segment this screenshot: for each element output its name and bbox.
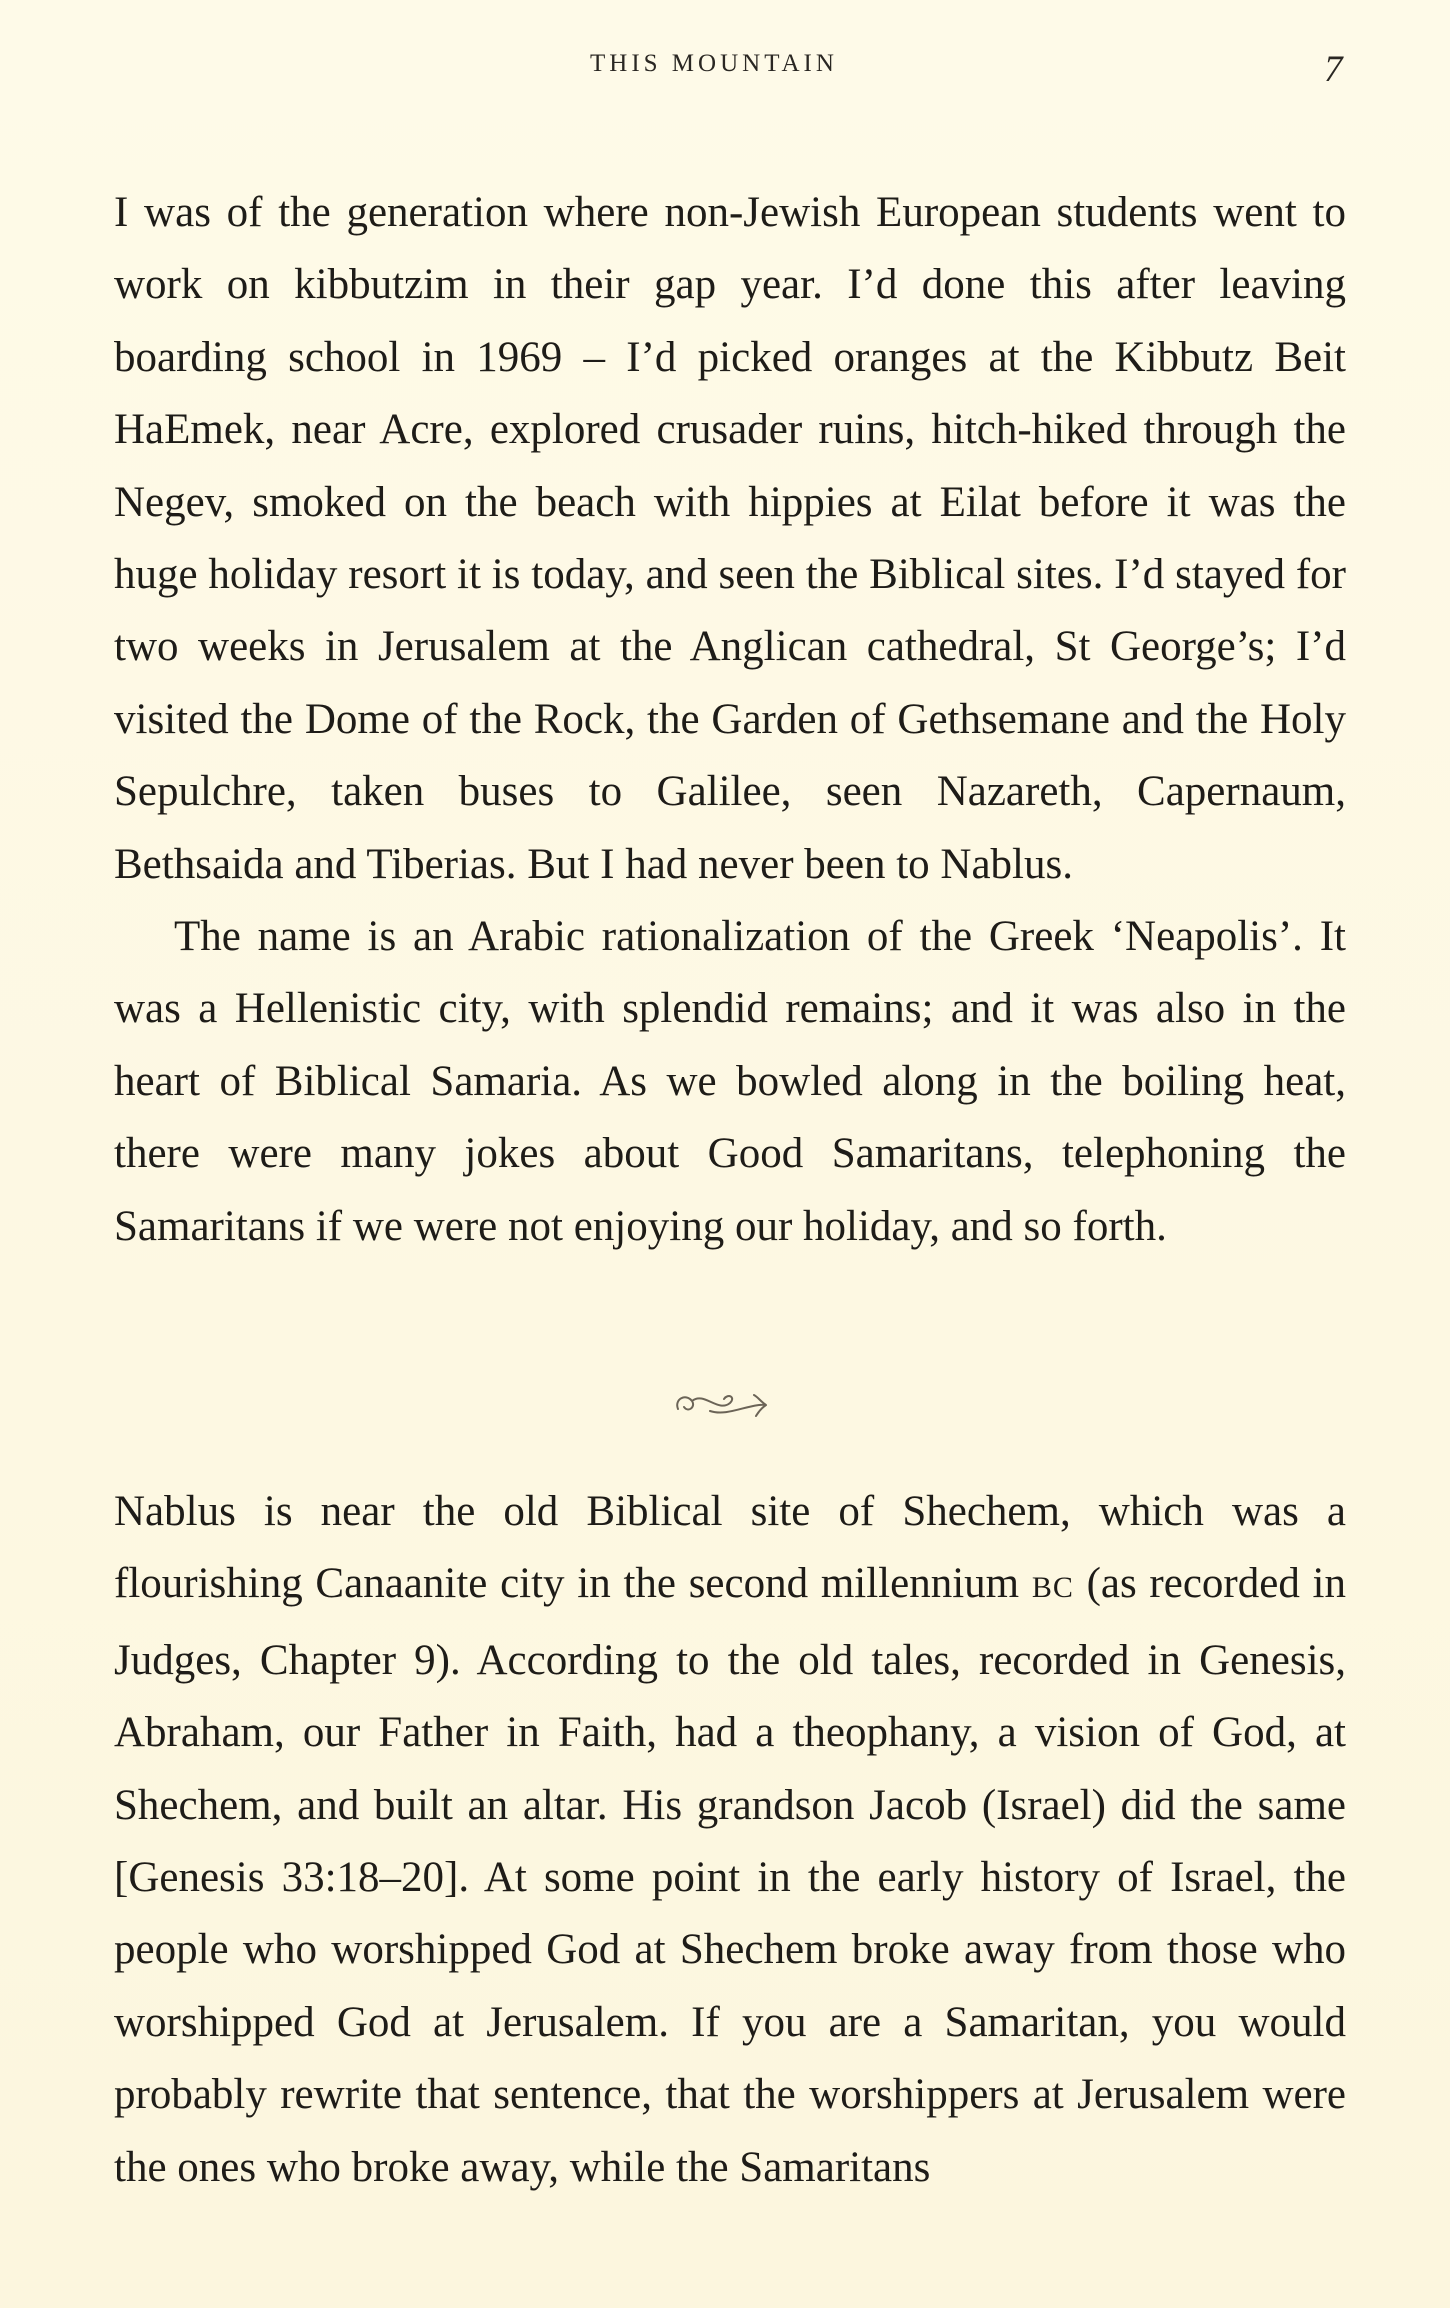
- paragraph-neapolis: The name is an Arabic rationalization of the Greek ‘Neapolis’. It was a Hellenistic city, with splendid remains; and it was also in the heart of Biblical Samaria. As we bowled along in the boiling heat, there were many jokes about Good Samaritans, telephoning the Samaritans if we were not enjoying our holiday, and so forth.: [114, 913, 1346, 1250]
- paragraph-shechem-end: (as recorded in Judges, Chapter 9). According to the old tales, recorded in Genesis, Abraham, our Father in Faith, had a theophany, a vision of God, at Shechem, and built an altar. His grandson Jacob (Israel) did the same [Genesis 33:18–20]. At some point in the early history of Israel, the people who worshipped God at Shechem broke away from those who worshipped God at Jerusalem. If you are a Samaritan, you would probably rewrite that sentence, that the worshippers at Jerusalem were the ones who broke away, while the Samaritans: [114, 1560, 1346, 2191]
- fleuron-icon: [670, 1383, 780, 1423]
- paragraph-kibbutz: I was of the generation where non-Jewish European students went to work on kibbutzim in their gap year. I’d done this after leaving boarding school in 1969 – I’d picked oranges at the Kibbutz Beit HaEmek, near Acre, explored crusader ruins, hitch-hiked through the Negev, smoked on the beach with hippies at Eilat before it was the huge holiday resort it is today, and seen the Biblical sites. I’d stayed for two weeks in Jerusalem at the Anglican cathedral, St George’s; I’d visited the Dome of the Rock, the Garden of Gethsemane and the Holy Sepulchre, taken buses to Galilee, seen Nazareth, Capernaum, Bethsaida and Tiberias. But I had never been to Nablus.: [114, 189, 1346, 888]
- section-one: [114, 177, 1346, 1263]
- era-abbreviation: BC: [1031, 1571, 1074, 1605]
- section-two: [114, 1476, 1346, 2204]
- running-title: THIS MOUNTAIN: [590, 50, 838, 77]
- running-head: [0, 48, 1450, 88]
- page-number: 7: [1324, 49, 1343, 90]
- paragraph-shechem: [114, 1476, 1346, 2204]
- paragraph-shechem-start: Nablus is near the old Biblical site of Shechem, which was a flourishing Canaanite city in the second millennium: [114, 1488, 1346, 1608]
